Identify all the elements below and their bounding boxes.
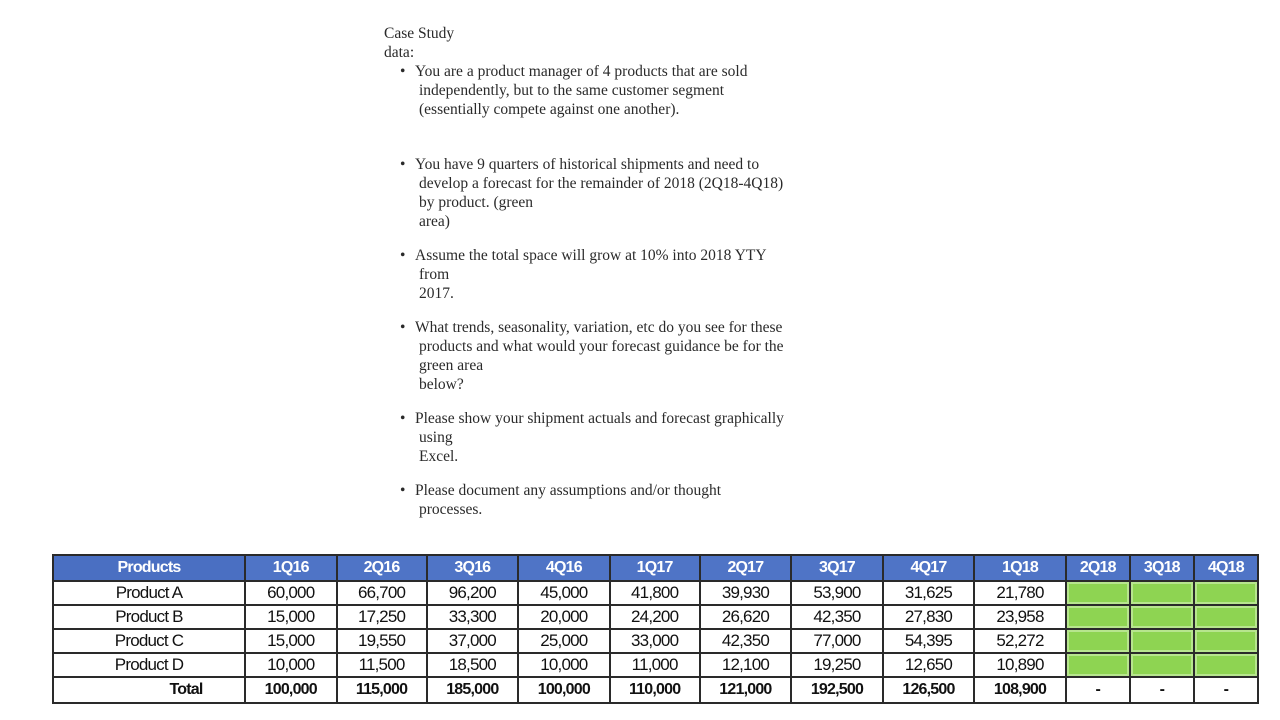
table-cell[interactable]: 15,000 [245,605,337,629]
bullet-item [384,155,784,231]
case-study-text [384,24,784,537]
column-header-quarter: 3Q18 [1130,555,1194,581]
bullet-line: You are a product manager of 4 products that are sold [415,63,748,80]
table-cell[interactable]: 37,000 [427,629,519,653]
table-cell[interactable]: 18,500 [427,653,519,677]
product-name-cell[interactable]: Product D [53,653,245,677]
bullet-line: area) [419,213,450,230]
table-cell[interactable]: 52,272 [974,629,1066,653]
forecast-cell[interactable] [1130,629,1194,653]
bullet-item [384,481,784,519]
table-cell[interactable]: 45,000 [518,581,610,605]
table-cell[interactable]: 42,350 [791,605,883,629]
table-cell[interactable]: 12,100 [700,653,792,677]
table-cell[interactable]: 10,000 [245,653,337,677]
forecast-cell[interactable] [1066,581,1130,605]
total-cell[interactable]: 121,000 [700,677,792,703]
column-header-quarter: 2Q16 [337,555,427,581]
table-cell[interactable]: 27,830 [883,605,975,629]
bullet-dot-icon: • [400,156,406,173]
column-header-quarter: 4Q18 [1194,555,1258,581]
total-cell[interactable]: 108,900 [974,677,1066,703]
bullet-line: You have 9 quarters of historical shipments and need to [415,156,760,173]
table-cell[interactable]: 66,700 [337,581,427,605]
bullet-line: Please document any assumptions and/or thought [415,482,722,499]
column-header-quarter: 1Q18 [974,555,1066,581]
table-row [53,629,1258,653]
forecast-cell[interactable] [1066,605,1130,629]
forecast-cell[interactable] [1194,581,1258,605]
forecast-cell[interactable] [1130,581,1194,605]
bullet-line: Excel. [419,448,459,465]
table-cell[interactable]: 96,200 [427,581,519,605]
total-row [53,677,1258,703]
forecast-cell[interactable] [1194,653,1258,677]
bullet-line: What trends, seasonality, variation, etc do you see for these [415,319,783,336]
table-cell[interactable]: 31,625 [883,581,975,605]
table-cell[interactable]: 11,000 [610,653,700,677]
table-cell[interactable]: 11,500 [337,653,427,677]
total-label-cell[interactable]: Total [53,677,245,703]
bullet-line: develop a forecast for the remainder of 2018 (2Q18-4Q18) [419,175,784,192]
bullet-line: Please show your shipment actuals and forecast graphically [415,410,784,427]
column-header-products: Products [53,555,245,581]
bullet-dot-icon: • [400,319,406,336]
bullet-item [384,318,784,394]
doc-title-line-1: Case Study [384,25,455,42]
bullet-line: products and what would your forecast guidance be for the [419,338,784,355]
table-cell[interactable]: 21,780 [974,581,1066,605]
total-cell[interactable]: - [1194,677,1258,703]
table-cell[interactable]: 41,800 [610,581,700,605]
bullet-line: using [419,429,453,446]
bullet-line: independently, but to the same customer segment [419,82,725,99]
table-cell[interactable]: 19,550 [337,629,427,653]
total-cell[interactable]: - [1066,677,1130,703]
bullet-list [384,62,784,519]
table-cell[interactable]: 53,900 [791,581,883,605]
bullet-line: by product. (green [419,194,534,211]
bullet-line: green area [419,357,484,374]
table-cell[interactable]: 12,650 [883,653,975,677]
total-cell[interactable]: 110,000 [610,677,700,703]
table-cell[interactable]: 26,620 [700,605,792,629]
bullet-item [384,409,784,466]
forecast-cell[interactable] [1130,653,1194,677]
forecast-cell[interactable] [1194,605,1258,629]
table-cell[interactable]: 24,200 [610,605,700,629]
table-header-row [53,555,1258,581]
forecast-cell[interactable] [1066,653,1130,677]
total-cell[interactable]: 185,000 [427,677,519,703]
forecast-cell[interactable] [1066,629,1130,653]
table-cell[interactable]: 10,000 [518,653,610,677]
table-cell[interactable]: 54,395 [883,629,975,653]
table-row [53,581,1258,605]
table-cell[interactable]: 15,000 [245,629,337,653]
bullet-item [384,246,784,303]
bullet-dot-icon: • [400,410,406,427]
total-cell[interactable]: 192,500 [791,677,883,703]
doc-title-line-2: data: [384,44,415,61]
column-header-quarter: 2Q18 [1066,555,1130,581]
table-cell[interactable]: 33,000 [610,629,700,653]
column-header-quarter: 4Q16 [518,555,610,581]
bullet-line: below? [419,376,464,393]
total-cell[interactable]: 126,500 [883,677,975,703]
forecast-cell[interactable] [1194,629,1258,653]
bullet-line: from [419,266,450,283]
bullet-line: processes. [419,501,483,518]
total-cell[interactable]: 100,000 [518,677,610,703]
bullet-dot-icon: • [400,482,406,499]
shipments-table [52,554,1259,704]
total-cell[interactable]: - [1130,677,1194,703]
column-header-quarter: 3Q17 [791,555,883,581]
bullet-line: 2017. [419,285,454,302]
table-cell[interactable]: 10,890 [974,653,1066,677]
table-cell[interactable]: 20,000 [518,605,610,629]
product-name-cell[interactable]: Product B [53,605,245,629]
table-cell[interactable]: 23,958 [974,605,1066,629]
column-header-quarter: 1Q17 [610,555,700,581]
column-header-quarter: 3Q16 [427,555,519,581]
table-cell[interactable]: 42,350 [700,629,792,653]
bullet-line: Assume the total space will grow at 10% into 2018 YTY [415,247,767,264]
table-row [53,653,1258,677]
column-header-quarter: 1Q16 [245,555,337,581]
table-cell[interactable]: 17,250 [337,605,427,629]
table-row [53,605,1258,629]
bullet-item [384,62,784,119]
table-cell[interactable]: 60,000 [245,581,337,605]
product-name-cell[interactable]: Product C [53,629,245,653]
doc-title [384,24,784,62]
table-cell[interactable]: 77,000 [791,629,883,653]
forecast-cell[interactable] [1130,605,1194,629]
table-cell[interactable]: 33,300 [427,605,519,629]
table-cell[interactable]: 25,000 [518,629,610,653]
table-cell[interactable]: 19,250 [791,653,883,677]
bullet-line: (essentially compete against one another). [419,101,680,118]
product-name-cell[interactable]: Product A [53,581,245,605]
bullet-dot-icon: • [400,63,406,80]
table-cell[interactable]: 39,930 [700,581,792,605]
total-cell[interactable]: 115,000 [337,677,427,703]
column-header-quarter: 2Q17 [700,555,792,581]
column-header-quarter: 4Q17 [883,555,975,581]
bullet-dot-icon: • [400,247,406,264]
total-cell[interactable]: 100,000 [245,677,337,703]
